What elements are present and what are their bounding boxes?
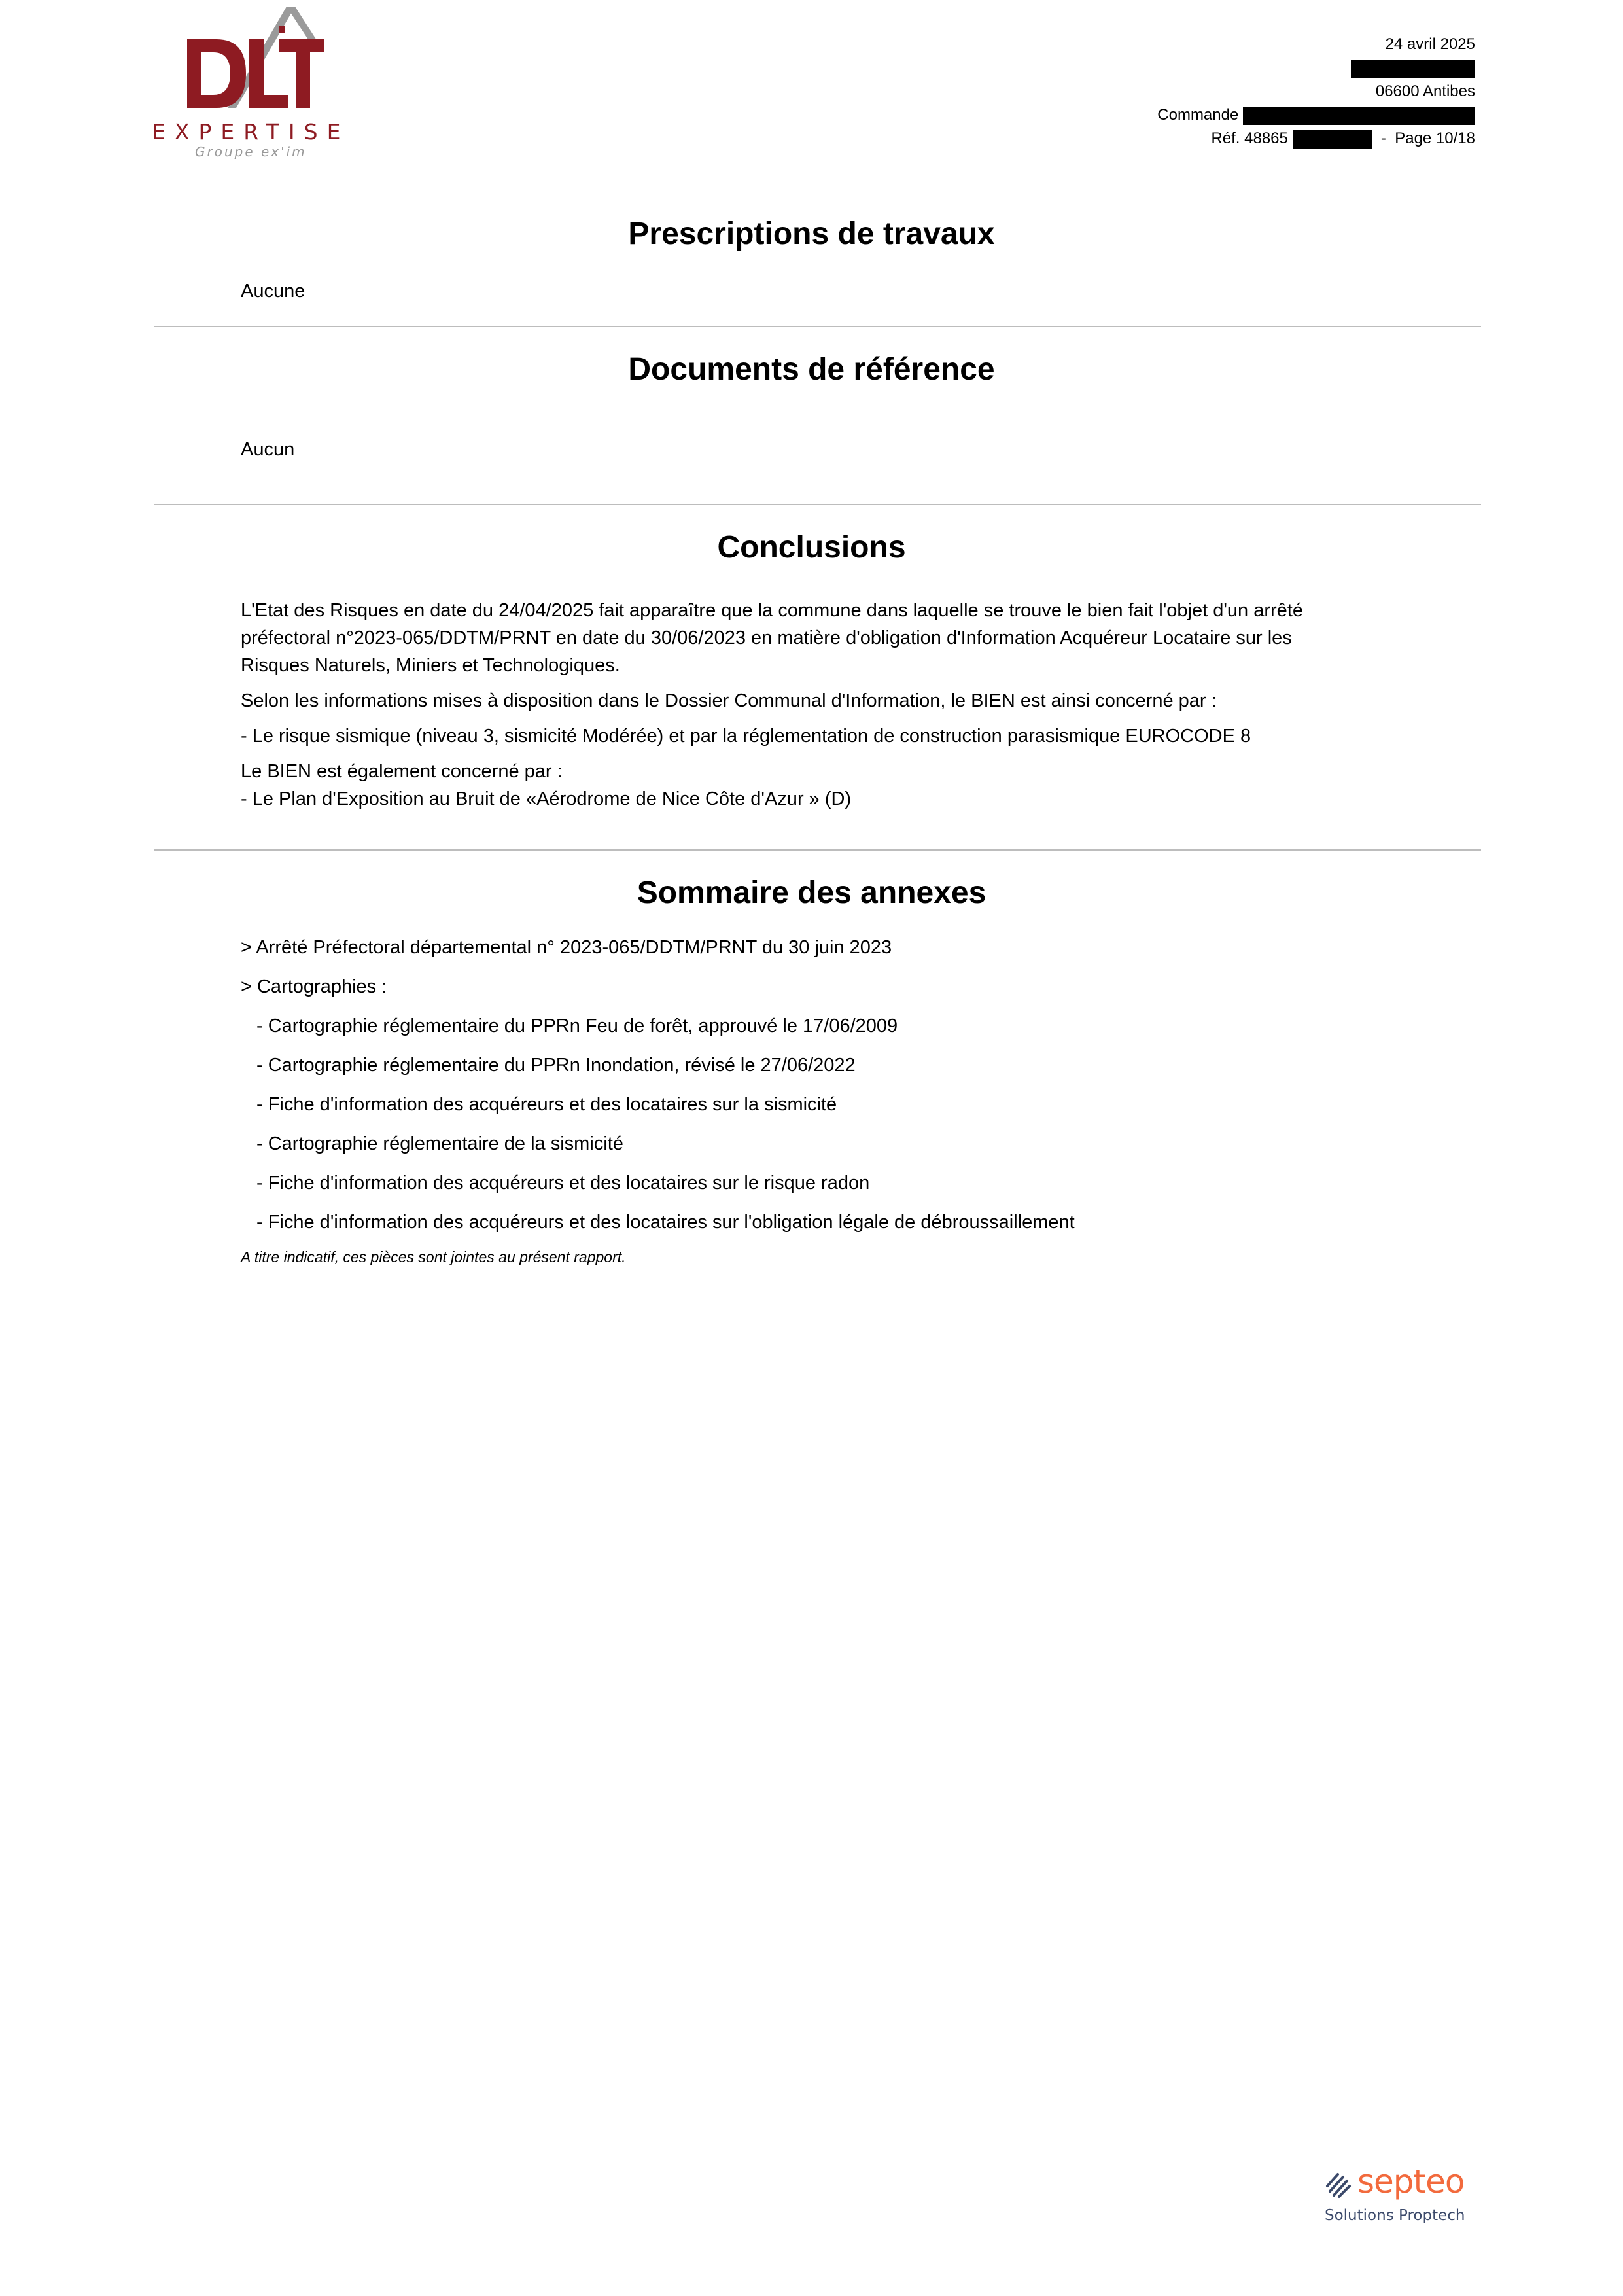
septeo-stripes-icon bbox=[1325, 2170, 1353, 2199]
section-divider bbox=[154, 849, 1481, 851]
page-separator: - bbox=[1380, 130, 1386, 147]
ref-label: Réf. 48865 bbox=[1211, 130, 1288, 147]
annex-item: - Cartographie réglementaire du PPRn Inondation, révisé le 27/06/2022 bbox=[256, 1055, 856, 1076]
annex-item: - Cartographie réglementaire du PPRn Feu de forêt, approuvé le 17/06/2009 bbox=[256, 1016, 898, 1036]
prescriptions-body: Aucune bbox=[241, 281, 305, 302]
section-title-prescriptions: Prescriptions de travaux bbox=[628, 217, 995, 251]
redaction-block bbox=[1293, 130, 1372, 149]
annexes-list bbox=[241, 928, 1353, 1271]
annex-item: - Fiche d'information des acquéreurs et des locataires sur le risque radon bbox=[256, 1173, 870, 1193]
conclusions-paragraph: - Le Plan d'Exposition au Bruit de «Aérodrome de Nice Côte d'Azur » (D) bbox=[241, 788, 852, 809]
conclusions-paragraph: - Le risque sismique (niveau 3, sismicité Modérée) et par la réglementation de construction parasismique EUROCODE 8 bbox=[241, 726, 1251, 747]
dlt-logo-icon bbox=[167, 0, 324, 115]
logo-wordmark: EXPERTISE bbox=[152, 119, 350, 145]
annexes-note: A titre indicatif, ces pièces sont jointes au présent rapport. bbox=[241, 1248, 626, 1265]
order-label: Commande bbox=[1157, 106, 1239, 124]
header-ref bbox=[1017, 127, 1475, 150]
section-title-conclusions: Conclusions bbox=[717, 530, 906, 565]
annex-item: - Cartographie réglementaire de la sismicité bbox=[256, 1133, 623, 1154]
septeo-tagline: Solutions Proptech bbox=[1325, 2207, 1465, 2224]
section-divider bbox=[154, 326, 1481, 327]
annex-item: - Fiche d'information des acquéreurs et des locataires sur l'obligation légale de débroussaillement bbox=[256, 1212, 1075, 1233]
header-city: 06600 Antibes bbox=[1375, 82, 1475, 100]
conclusions-paragraph: Le BIEN est également concerné par : bbox=[241, 761, 563, 782]
header-redacted-line bbox=[1017, 56, 1475, 80]
documents-body: Aucun bbox=[241, 439, 295, 460]
document-header bbox=[1017, 33, 1475, 150]
header-date: 24 avril 2025 bbox=[1385, 35, 1475, 53]
annex-item: > Arrêté Préfectoral départemental n° 2023-065/DDTM/PRNT du 30 juin 2023 bbox=[241, 937, 892, 958]
septeo-logo bbox=[1325, 2163, 1482, 2234]
section-title-annexes: Sommaire des annexes bbox=[637, 875, 986, 910]
company-logo bbox=[149, 0, 350, 164]
annex-item: - Fiche d'information des acquéreurs et des locataires sur la sismicité bbox=[256, 1094, 837, 1115]
annex-item: > Cartographies : bbox=[241, 976, 387, 997]
section-divider bbox=[154, 504, 1481, 505]
header-order bbox=[1017, 103, 1475, 127]
redaction-block bbox=[1243, 107, 1475, 125]
septeo-wordmark: septeo bbox=[1357, 2163, 1465, 2200]
conclusions-paragraph: L'Etat des Risques en date du 24/04/2025 fait apparaître que la commune dans laquelle se trouve le bien fait l'objet d'un arrêté préfectoral n°2023-065/DDTM/PRNT en date du 30/06/2023 en matière d'obligation d'Information Acquéreur Locataire sur les Risques Naturels, Miniers et Technologiques. bbox=[241, 600, 1303, 676]
conclusions-body bbox=[241, 597, 1353, 821]
conclusions-paragraph: Selon les informations mises à disposition dans le Dossier Communal d'Information, le BIEN est ainsi concerné par : bbox=[241, 690, 1217, 711]
redaction-block bbox=[1351, 60, 1475, 78]
page-number: Page 10/18 bbox=[1395, 130, 1475, 147]
logo-subtitle: Groupe ex'im bbox=[195, 144, 307, 160]
section-title-documents: Documents de référence bbox=[628, 352, 995, 387]
